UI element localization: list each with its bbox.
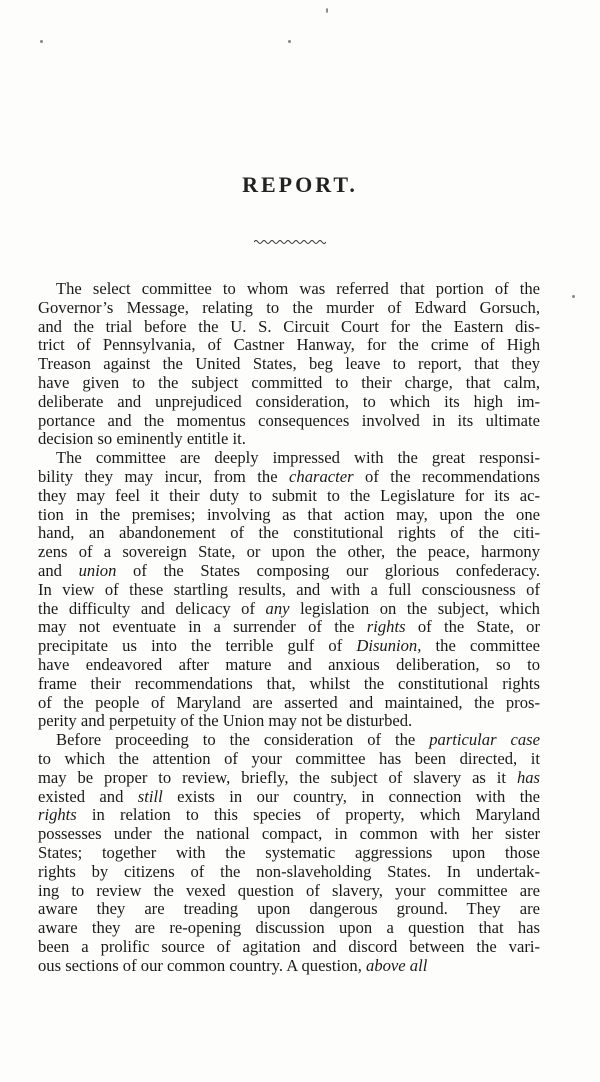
text-line [38, 280, 540, 299]
text-line [38, 618, 540, 637]
text-run: , the committee [417, 636, 540, 656]
scan-speck [40, 40, 43, 43]
text-run: portance and the momentus consequences involved in its ultimate [38, 410, 540, 430]
paragraph [38, 731, 540, 975]
scan-speck [572, 295, 575, 298]
text-run: to which the attention of your committee has been directed, it [38, 748, 540, 768]
text-line [38, 524, 540, 543]
scan-speck [288, 40, 291, 43]
text-line [38, 430, 540, 449]
italic-text: above all [366, 955, 428, 975]
text-run: States; together with the systematic aggressions upon those [38, 842, 540, 862]
text-line [38, 675, 540, 694]
text-run: been a prolific source of agitation and discord between the vari- [38, 936, 540, 956]
text-line [38, 656, 540, 675]
text-line [38, 487, 540, 506]
text-line [38, 318, 540, 337]
text-line [38, 938, 540, 957]
text-line [38, 750, 540, 769]
italic-text: particular case [429, 730, 540, 750]
italic-text: character [289, 466, 354, 486]
italic-text: rights [366, 617, 406, 637]
text-line [38, 712, 540, 731]
text-line [38, 957, 540, 976]
text-line [38, 355, 540, 374]
italic-text: rights [38, 805, 77, 825]
text-run: Before proceeding to the consideration of the [56, 730, 430, 750]
italic-text: has [516, 767, 540, 787]
text-run: aware they are re-opening discussion upon a question that has [38, 918, 540, 938]
text-run: of the people of Maryland are asserted and maintained, the pros- [38, 692, 540, 712]
text-run: they may feel it their duty to submit to the Legislature for its ac- [38, 485, 540, 505]
text-line [38, 882, 540, 901]
text-run: ous sections of our common country. A question, [38, 955, 367, 975]
text-line [38, 562, 540, 581]
text-run: frame their recommendations that, whilst the constitutional rights [38, 673, 540, 693]
text-line [38, 637, 540, 656]
text-line [38, 919, 540, 938]
paragraph [38, 280, 540, 449]
text-run: existed and [38, 786, 138, 806]
text-run: decision so eminently entitle it. [38, 429, 246, 449]
italic-text: Disunion [356, 636, 418, 656]
scan-speck [326, 8, 328, 13]
text-run: aware they are treading upon dangerous ground. They are [38, 899, 540, 919]
text-line [38, 581, 540, 600]
text-line [38, 731, 540, 750]
text-line [38, 449, 540, 468]
text-line [38, 769, 540, 788]
text-run: and the trial before the U. S. Circuit Court for the Eastern dis- [38, 316, 540, 336]
text-run: In view of these startling results, and with a full consciousness of [38, 579, 540, 599]
text-run: perity and perpetuity of the Union may not be disturbed. [38, 711, 413, 731]
text-line [38, 506, 540, 525]
text-line [38, 393, 540, 412]
text-line [38, 694, 540, 713]
text-run: zens of a sovereign State, or upon the other, the peace, harmony [38, 542, 540, 562]
text-line [38, 788, 540, 807]
italic-text: any [265, 598, 290, 618]
text-line [38, 336, 540, 355]
text-run: have endeavored after mature and anxious deliberation, so to [38, 654, 540, 674]
text-run: bility they may incur, from the [38, 466, 290, 486]
text-run: of the States composing our glorious confederacy. [116, 560, 540, 580]
report-body [38, 280, 540, 975]
text-run: exists in our country, in connection with the [162, 786, 540, 806]
text-run: The committee are deeply impressed with the great responsi- [56, 448, 540, 468]
text-run: Governor’s Message, relating to the murder of Edward Gorsuch, [38, 297, 540, 317]
text-run: trict of Pennsylvania, of Castner Hanway, for the crime of High [38, 335, 540, 355]
text-run: in relation to this species of property, which Maryland [76, 805, 540, 825]
text-run: possesses under the national compact, in common with her sister [38, 824, 540, 844]
text-line [38, 863, 540, 882]
text-line [38, 825, 540, 844]
text-run: rights by citizens of the non-slaveholding States. In undertak- [38, 861, 540, 881]
text-run: legislation on the subject, which [289, 598, 540, 618]
paragraph [38, 449, 540, 731]
text-run: and [38, 560, 79, 580]
text-run: the difficulty and delicacy of [38, 598, 266, 618]
text-run: precipitate us into the terrible gulf of [38, 636, 357, 656]
text-line [38, 900, 540, 919]
text-run: tion in the premises; involving as that action may, upon the one [38, 504, 540, 524]
text-run: of the recommendations [353, 466, 540, 486]
text-line [38, 412, 540, 431]
text-run: The select committee to whom was referred that portion of the [56, 279, 540, 298]
text-line [38, 806, 540, 825]
text-run: Treason against the United States, beg leave to report, that they [38, 354, 540, 374]
text-run: deliberate and unprejudiced consideration, to which its high im- [38, 391, 540, 411]
text-line [38, 468, 540, 487]
text-run: may be proper to review, briefly, the subject of slavery as it [38, 767, 517, 787]
text-run: have given to the subject committed to their charge, that calm, [38, 372, 540, 392]
text-line [38, 543, 540, 562]
page-title: REPORT. [242, 172, 358, 197]
text-run: hand, an abandonement of the constitutional rights of the citi- [38, 523, 540, 543]
italic-text: still [137, 786, 163, 806]
text-line [38, 844, 540, 863]
text-line [38, 600, 540, 619]
text-line [38, 374, 540, 393]
decorative-wavy-rule [254, 236, 326, 246]
text-line [38, 299, 540, 318]
text-run: ing to review the vexed question of slavery, your committee are [38, 880, 540, 900]
text-run: of the State, or [405, 617, 540, 637]
text-run: may not eventuate in a surrender of the [38, 617, 367, 637]
italic-text: union [78, 560, 117, 580]
